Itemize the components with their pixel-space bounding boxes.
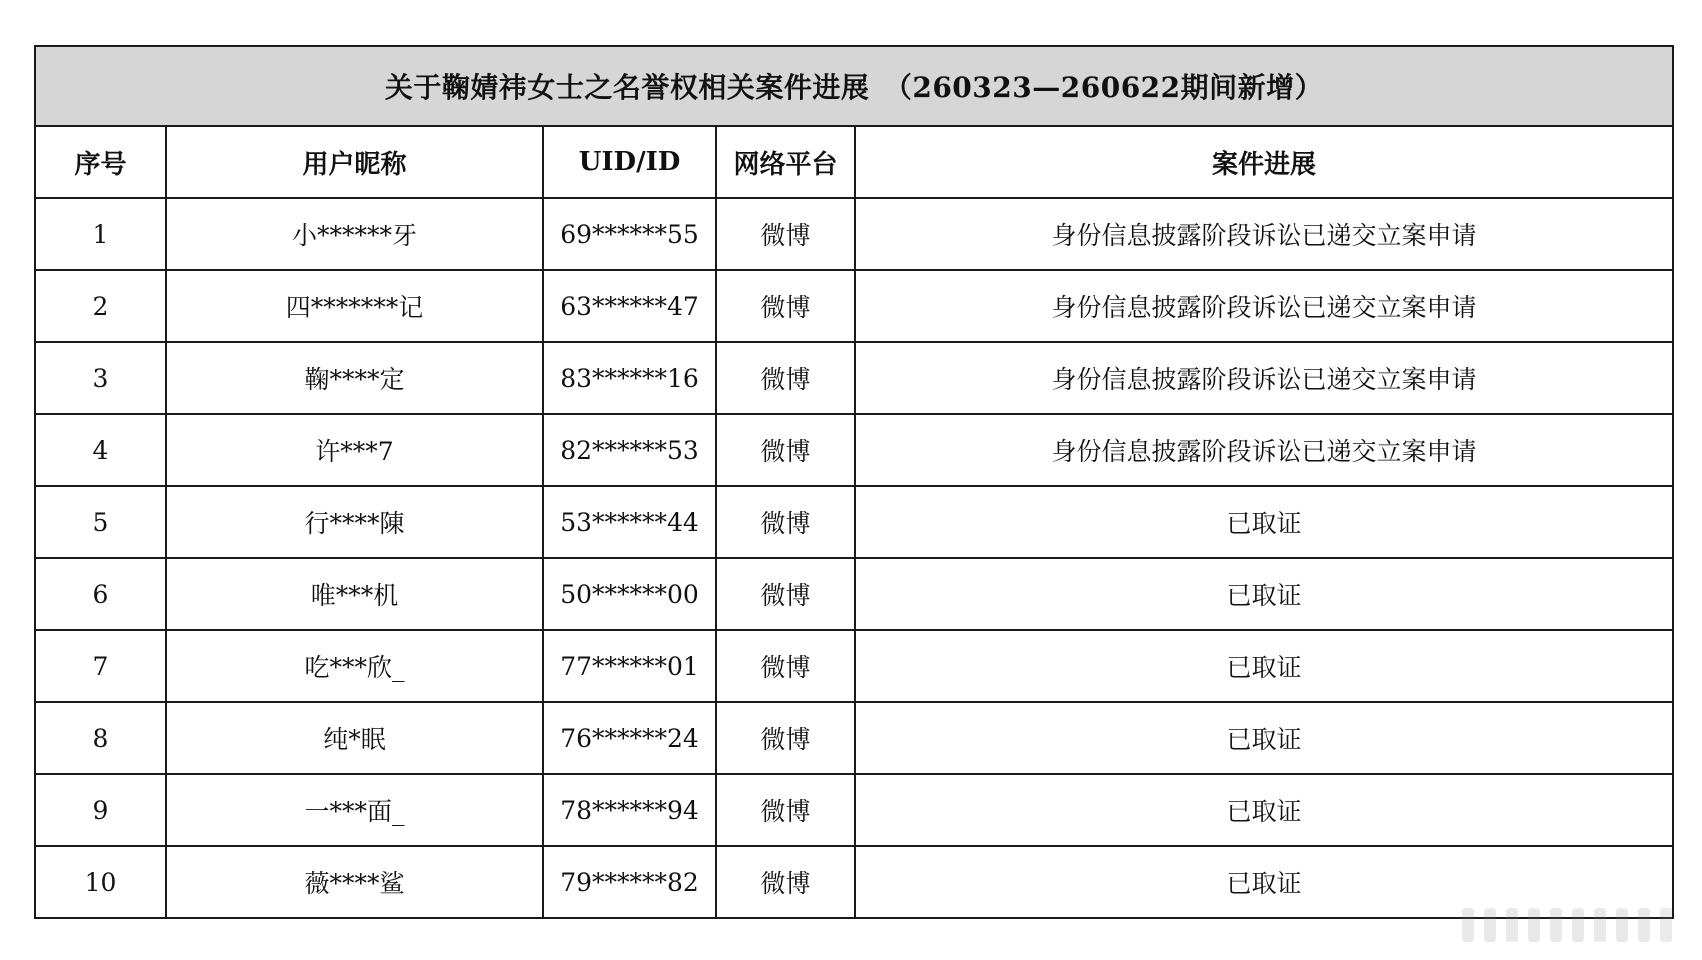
cell-platform: 微博 [716, 558, 855, 630]
faint-watermark-icon [1462, 908, 1672, 942]
cell-uid: 53******44 [543, 486, 716, 558]
cell-platform: 微博 [716, 198, 855, 270]
cell-progress: 已取证 [855, 630, 1673, 702]
cell-uid: 63******47 [543, 270, 716, 342]
table-row [35, 486, 1673, 558]
cell-platform: 微博 [716, 270, 855, 342]
cell-nickname: 薇****鲨 [166, 846, 543, 918]
cell-uid: 79******82 [543, 846, 716, 918]
table-row [35, 630, 1673, 702]
cell-nickname: 纯*眠 [166, 702, 543, 774]
cell-nickname: 鞠****定 [166, 342, 543, 414]
cell-nickname: 吃***欣_ [166, 630, 543, 702]
table-row [35, 846, 1673, 918]
watermark-bar-icon [1550, 908, 1562, 942]
cell-uid: 76******24 [543, 702, 716, 774]
cell-no: 9 [35, 774, 166, 846]
cell-nickname: 行****陳 [166, 486, 543, 558]
table-row [35, 414, 1673, 486]
table-row [35, 342, 1673, 414]
cell-no: 2 [35, 270, 166, 342]
header-no: 序号 [35, 126, 166, 198]
watermark-bar-icon [1638, 908, 1650, 942]
cell-platform: 微博 [716, 414, 855, 486]
table-body [35, 198, 1673, 918]
watermark-bar-icon [1528, 908, 1540, 942]
cell-progress: 身份信息披露阶段诉讼已递交立案申请 [855, 342, 1673, 414]
cell-no: 7 [35, 630, 166, 702]
cell-uid: 77******01 [543, 630, 716, 702]
case-progress-table [34, 45, 1674, 919]
cell-uid: 69******55 [543, 198, 716, 270]
cell-progress: 已取证 [855, 774, 1673, 846]
cell-platform: 微博 [716, 774, 855, 846]
cell-nickname: 唯***机 [166, 558, 543, 630]
cell-progress: 身份信息披露阶段诉讼已递交立案申请 [855, 270, 1673, 342]
header-nickname: 用户昵称 [166, 126, 543, 198]
cell-no: 6 [35, 558, 166, 630]
watermark-bar-icon [1594, 908, 1606, 942]
cell-no: 1 [35, 198, 166, 270]
cell-nickname: 四*******记 [166, 270, 543, 342]
cell-platform: 微博 [716, 630, 855, 702]
cell-uid: 82******53 [543, 414, 716, 486]
watermark-bar-icon [1462, 908, 1474, 942]
cell-platform: 微博 [716, 702, 855, 774]
cell-progress: 已取证 [855, 846, 1673, 918]
watermark-bar-icon [1572, 908, 1584, 942]
table-title-row [35, 46, 1673, 126]
table-header-row [35, 126, 1673, 198]
watermark-bar-icon [1506, 908, 1518, 942]
cell-no: 8 [35, 702, 166, 774]
cell-no: 4 [35, 414, 166, 486]
header-progress: 案件进展 [855, 126, 1673, 198]
cell-nickname: 小******牙 [166, 198, 543, 270]
table-row [35, 198, 1673, 270]
cell-no: 10 [35, 846, 166, 918]
table-row [35, 702, 1673, 774]
cell-uid: 50******00 [543, 558, 716, 630]
watermark-bar-icon [1484, 908, 1496, 942]
header-uid: UID/ID [543, 126, 716, 198]
cell-platform: 微博 [716, 486, 855, 558]
cell-nickname: 一***面_ [166, 774, 543, 846]
cell-progress: 已取证 [855, 558, 1673, 630]
cell-nickname: 许***7 [166, 414, 543, 486]
cell-platform: 微博 [716, 342, 855, 414]
cell-no: 5 [35, 486, 166, 558]
cell-uid: 83******16 [543, 342, 716, 414]
table-title: 关于鞠婧祎女士之名誉权相关案件进展 （260323—260622期间新增） [35, 46, 1673, 126]
watermark-bar-icon [1616, 908, 1628, 942]
cell-uid: 78******94 [543, 774, 716, 846]
cell-progress: 已取证 [855, 486, 1673, 558]
table-row [35, 270, 1673, 342]
table-row [35, 774, 1673, 846]
header-platform: 网络平台 [716, 126, 855, 198]
watermark-bar-icon [1660, 908, 1672, 942]
cell-progress: 身份信息披露阶段诉讼已递交立案申请 [855, 414, 1673, 486]
cell-progress: 已取证 [855, 702, 1673, 774]
cell-platform: 微博 [716, 846, 855, 918]
cell-no: 3 [35, 342, 166, 414]
table-row [35, 558, 1673, 630]
cell-progress: 身份信息披露阶段诉讼已递交立案申请 [855, 198, 1673, 270]
